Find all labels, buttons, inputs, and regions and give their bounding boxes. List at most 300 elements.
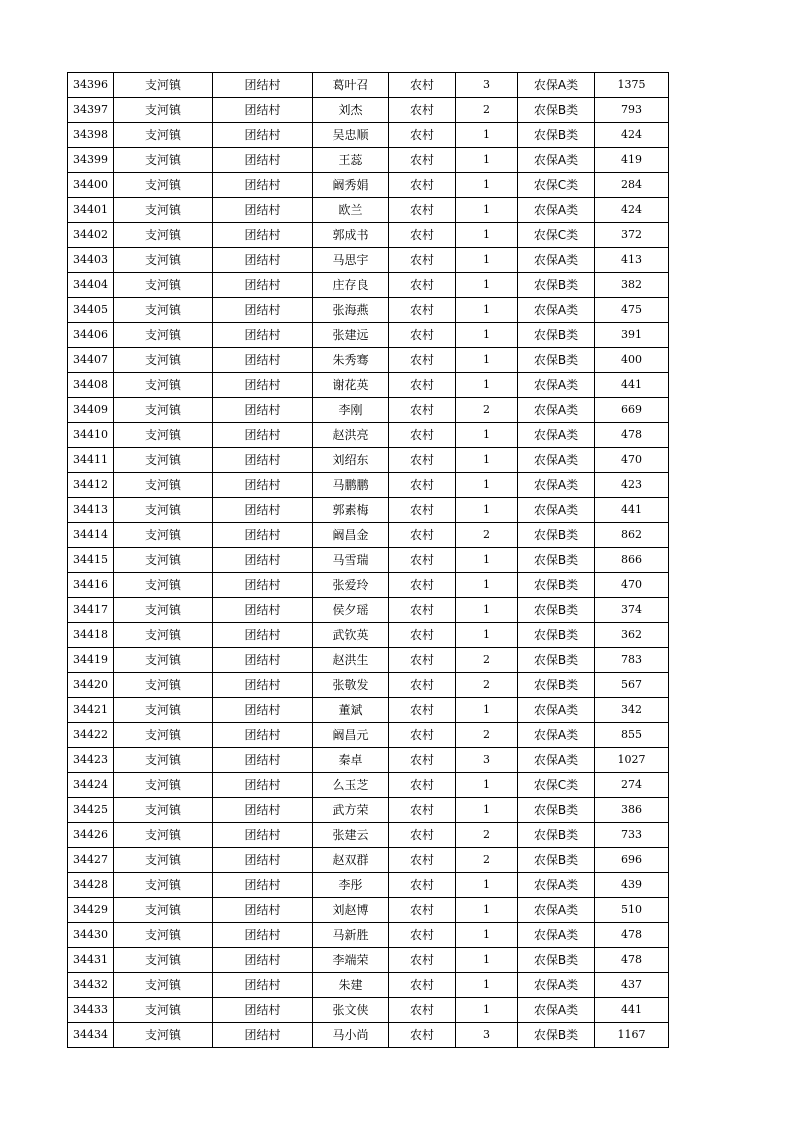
- village-cell: 团结村: [213, 398, 313, 423]
- serial-number-cell: 34425: [68, 798, 114, 823]
- amount-cell: 470: [595, 573, 669, 598]
- village-cell: 团结村: [213, 973, 313, 998]
- record-table-container: [67, 72, 669, 1048]
- serial-number-cell: 34404: [68, 273, 114, 298]
- insurance-type-cell: 农保B类: [518, 823, 595, 848]
- town-cell: 支河镇: [114, 448, 213, 473]
- amount-cell: 793: [595, 98, 669, 123]
- name-cell: 赵洪生: [313, 648, 389, 673]
- category-cell: 农村: [389, 348, 456, 373]
- insurance-type-cell: 农保A类: [518, 698, 595, 723]
- category-cell: 农村: [389, 473, 456, 498]
- town-cell: 支河镇: [114, 198, 213, 223]
- village-cell: 团结村: [213, 98, 313, 123]
- serial-number-cell: 34396: [68, 73, 114, 98]
- category-cell: 农村: [389, 423, 456, 448]
- table-row: [68, 323, 669, 348]
- village-cell: 团结村: [213, 73, 313, 98]
- amount-cell: 1167: [595, 1023, 669, 1048]
- amount-cell: 783: [595, 648, 669, 673]
- table-row: [68, 848, 669, 873]
- serial-number-cell: 34427: [68, 848, 114, 873]
- name-cell: 庄存良: [313, 273, 389, 298]
- village-cell: 团结村: [213, 423, 313, 448]
- amount-cell: 439: [595, 873, 669, 898]
- serial-number-cell: 34432: [68, 973, 114, 998]
- table-row: [68, 148, 669, 173]
- category-cell: 农村: [389, 573, 456, 598]
- insurance-type-cell: 农保B类: [518, 648, 595, 673]
- town-cell: 支河镇: [114, 373, 213, 398]
- category-cell: 农村: [389, 673, 456, 698]
- household-size-cell: 1: [456, 323, 518, 348]
- town-cell: 支河镇: [114, 723, 213, 748]
- amount-cell: 441: [595, 998, 669, 1023]
- table-row: [68, 998, 669, 1023]
- category-cell: 农村: [389, 273, 456, 298]
- village-cell: 团结村: [213, 698, 313, 723]
- amount-cell: 441: [595, 373, 669, 398]
- category-cell: 农村: [389, 648, 456, 673]
- category-cell: 农村: [389, 773, 456, 798]
- name-cell: 阚秀娟: [313, 173, 389, 198]
- name-cell: 张敬发: [313, 673, 389, 698]
- town-cell: 支河镇: [114, 1023, 213, 1048]
- household-size-cell: 1: [456, 948, 518, 973]
- household-size-cell: 2: [456, 723, 518, 748]
- village-cell: 团结村: [213, 448, 313, 473]
- insurance-type-cell: 农保B类: [518, 98, 595, 123]
- name-cell: 葛叶召: [313, 73, 389, 98]
- insurance-type-cell: 农保B类: [518, 848, 595, 873]
- town-cell: 支河镇: [114, 548, 213, 573]
- record-table: [67, 72, 669, 1048]
- table-row: [68, 873, 669, 898]
- insurance-type-cell: 农保A类: [518, 298, 595, 323]
- name-cell: 么玉芝: [313, 773, 389, 798]
- serial-number-cell: 34401: [68, 198, 114, 223]
- town-cell: 支河镇: [114, 323, 213, 348]
- town-cell: 支河镇: [114, 998, 213, 1023]
- village-cell: 团结村: [213, 198, 313, 223]
- household-size-cell: 2: [456, 673, 518, 698]
- town-cell: 支河镇: [114, 948, 213, 973]
- village-cell: 团结村: [213, 498, 313, 523]
- household-size-cell: 3: [456, 73, 518, 98]
- village-cell: 团结村: [213, 348, 313, 373]
- town-cell: 支河镇: [114, 473, 213, 498]
- household-size-cell: 1: [456, 273, 518, 298]
- town-cell: 支河镇: [114, 523, 213, 548]
- name-cell: 刘杰: [313, 98, 389, 123]
- name-cell: 马小尚: [313, 1023, 389, 1048]
- village-cell: 团结村: [213, 573, 313, 598]
- household-size-cell: 1: [456, 348, 518, 373]
- category-cell: 农村: [389, 548, 456, 573]
- amount-cell: 478: [595, 948, 669, 973]
- insurance-type-cell: 农保C类: [518, 173, 595, 198]
- category-cell: 农村: [389, 298, 456, 323]
- household-size-cell: 1: [456, 498, 518, 523]
- table-row: [68, 673, 669, 698]
- category-cell: 农村: [389, 798, 456, 823]
- village-cell: 团结村: [213, 648, 313, 673]
- household-size-cell: 1: [456, 473, 518, 498]
- name-cell: 阚昌元: [313, 723, 389, 748]
- name-cell: 朱建: [313, 973, 389, 998]
- name-cell: 董斌: [313, 698, 389, 723]
- category-cell: 农村: [389, 198, 456, 223]
- serial-number-cell: 34411: [68, 448, 114, 473]
- insurance-type-cell: 农保A类: [518, 423, 595, 448]
- town-cell: 支河镇: [114, 773, 213, 798]
- village-cell: 团结村: [213, 223, 313, 248]
- town-cell: 支河镇: [114, 923, 213, 948]
- amount-cell: 342: [595, 698, 669, 723]
- table-row: [68, 623, 669, 648]
- category-cell: 农村: [389, 123, 456, 148]
- serial-number-cell: 34428: [68, 873, 114, 898]
- village-cell: 团结村: [213, 873, 313, 898]
- name-cell: 张文侠: [313, 998, 389, 1023]
- serial-number-cell: 34407: [68, 348, 114, 373]
- insurance-type-cell: 农保B类: [518, 598, 595, 623]
- table-row: [68, 223, 669, 248]
- town-cell: 支河镇: [114, 223, 213, 248]
- insurance-type-cell: 农保A类: [518, 73, 595, 98]
- town-cell: 支河镇: [114, 273, 213, 298]
- serial-number-cell: 34414: [68, 523, 114, 548]
- village-cell: 团结村: [213, 248, 313, 273]
- table-row: [68, 548, 669, 573]
- village-cell: 团结村: [213, 273, 313, 298]
- village-cell: 团结村: [213, 723, 313, 748]
- household-size-cell: 1: [456, 623, 518, 648]
- insurance-type-cell: 农保B类: [518, 523, 595, 548]
- table-row: [68, 723, 669, 748]
- insurance-type-cell: 农保A类: [518, 998, 595, 1023]
- serial-number-cell: 34399: [68, 148, 114, 173]
- serial-number-cell: 34410: [68, 423, 114, 448]
- insurance-type-cell: 农保A类: [518, 898, 595, 923]
- household-size-cell: 1: [456, 448, 518, 473]
- insurance-type-cell: 农保B类: [518, 323, 595, 348]
- table-row: [68, 498, 669, 523]
- insurance-type-cell: 农保A类: [518, 923, 595, 948]
- serial-number-cell: 34420: [68, 673, 114, 698]
- insurance-type-cell: 农保A类: [518, 498, 595, 523]
- serial-number-cell: 34424: [68, 773, 114, 798]
- village-cell: 团结村: [213, 298, 313, 323]
- town-cell: 支河镇: [114, 98, 213, 123]
- insurance-type-cell: 农保B类: [518, 623, 595, 648]
- category-cell: 农村: [389, 498, 456, 523]
- table-row: [68, 273, 669, 298]
- serial-number-cell: 34426: [68, 823, 114, 848]
- household-size-cell: 2: [456, 398, 518, 423]
- village-cell: 团结村: [213, 673, 313, 698]
- insurance-type-cell: 农保B类: [518, 948, 595, 973]
- town-cell: 支河镇: [114, 123, 213, 148]
- name-cell: 刘赵博: [313, 898, 389, 923]
- village-cell: 团结村: [213, 123, 313, 148]
- town-cell: 支河镇: [114, 848, 213, 873]
- village-cell: 团结村: [213, 923, 313, 948]
- serial-number-cell: 34422: [68, 723, 114, 748]
- household-size-cell: 1: [456, 698, 518, 723]
- household-size-cell: 1: [456, 373, 518, 398]
- table-row: [68, 598, 669, 623]
- category-cell: 农村: [389, 598, 456, 623]
- insurance-type-cell: 农保A类: [518, 973, 595, 998]
- serial-number-cell: 34415: [68, 548, 114, 573]
- serial-number-cell: 34413: [68, 498, 114, 523]
- town-cell: 支河镇: [114, 173, 213, 198]
- town-cell: 支河镇: [114, 698, 213, 723]
- amount-cell: 419: [595, 148, 669, 173]
- amount-cell: 669: [595, 398, 669, 423]
- town-cell: 支河镇: [114, 748, 213, 773]
- table-row: [68, 123, 669, 148]
- category-cell: 农村: [389, 173, 456, 198]
- town-cell: 支河镇: [114, 148, 213, 173]
- table-row: [68, 523, 669, 548]
- insurance-type-cell: 农保B类: [518, 548, 595, 573]
- insurance-type-cell: 农保B类: [518, 573, 595, 598]
- amount-cell: 374: [595, 598, 669, 623]
- household-size-cell: 1: [456, 548, 518, 573]
- amount-cell: 413: [595, 248, 669, 273]
- table-row: [68, 423, 669, 448]
- amount-cell: 441: [595, 498, 669, 523]
- village-cell: 团结村: [213, 323, 313, 348]
- household-size-cell: 2: [456, 648, 518, 673]
- village-cell: 团结村: [213, 798, 313, 823]
- table-row: [68, 948, 669, 973]
- serial-number-cell: 34408: [68, 373, 114, 398]
- amount-cell: 475: [595, 298, 669, 323]
- household-size-cell: 1: [456, 798, 518, 823]
- town-cell: 支河镇: [114, 248, 213, 273]
- amount-cell: 362: [595, 623, 669, 648]
- name-cell: 张建远: [313, 323, 389, 348]
- insurance-type-cell: 农保B类: [518, 123, 595, 148]
- serial-number-cell: 34409: [68, 398, 114, 423]
- household-size-cell: 1: [456, 898, 518, 923]
- village-cell: 团结村: [213, 548, 313, 573]
- insurance-type-cell: 农保A类: [518, 473, 595, 498]
- household-size-cell: 1: [456, 773, 518, 798]
- table-row: [68, 73, 669, 98]
- category-cell: 农村: [389, 1023, 456, 1048]
- table-row: [68, 473, 669, 498]
- household-size-cell: 2: [456, 523, 518, 548]
- table-row: [68, 398, 669, 423]
- household-size-cell: 1: [456, 248, 518, 273]
- table-row: [68, 923, 669, 948]
- town-cell: 支河镇: [114, 898, 213, 923]
- serial-number-cell: 34429: [68, 898, 114, 923]
- category-cell: 农村: [389, 873, 456, 898]
- name-cell: 张建云: [313, 823, 389, 848]
- amount-cell: 423: [595, 473, 669, 498]
- amount-cell: 391: [595, 323, 669, 348]
- table-row: [68, 823, 669, 848]
- insurance-type-cell: 农保C类: [518, 223, 595, 248]
- serial-number-cell: 34423: [68, 748, 114, 773]
- amount-cell: 855: [595, 723, 669, 748]
- category-cell: 农村: [389, 623, 456, 648]
- serial-number-cell: 34418: [68, 623, 114, 648]
- amount-cell: 437: [595, 973, 669, 998]
- household-size-cell: 1: [456, 573, 518, 598]
- town-cell: 支河镇: [114, 873, 213, 898]
- household-size-cell: 1: [456, 223, 518, 248]
- household-size-cell: 1: [456, 298, 518, 323]
- category-cell: 农村: [389, 73, 456, 98]
- household-size-cell: 1: [456, 923, 518, 948]
- table-row: [68, 98, 669, 123]
- amount-cell: 386: [595, 798, 669, 823]
- serial-number-cell: 34417: [68, 598, 114, 623]
- serial-number-cell: 34412: [68, 473, 114, 498]
- serial-number-cell: 34419: [68, 648, 114, 673]
- insurance-type-cell: 农保B类: [518, 273, 595, 298]
- name-cell: 刘绍东: [313, 448, 389, 473]
- name-cell: 欧兰: [313, 198, 389, 223]
- name-cell: 张海燕: [313, 298, 389, 323]
- name-cell: 赵双群: [313, 848, 389, 873]
- insurance-type-cell: 农保A类: [518, 373, 595, 398]
- category-cell: 农村: [389, 523, 456, 548]
- category-cell: 农村: [389, 148, 456, 173]
- table-row: [68, 798, 669, 823]
- name-cell: 吴忠顺: [313, 123, 389, 148]
- name-cell: 侯夕瑶: [313, 598, 389, 623]
- insurance-type-cell: 农保B类: [518, 348, 595, 373]
- serial-number-cell: 34434: [68, 1023, 114, 1048]
- category-cell: 农村: [389, 698, 456, 723]
- name-cell: 张爱玲: [313, 573, 389, 598]
- amount-cell: 470: [595, 448, 669, 473]
- town-cell: 支河镇: [114, 398, 213, 423]
- town-cell: 支河镇: [114, 648, 213, 673]
- table-row: [68, 648, 669, 673]
- table-row: [68, 1023, 669, 1048]
- amount-cell: 696: [595, 848, 669, 873]
- serial-number-cell: 34402: [68, 223, 114, 248]
- amount-cell: 862: [595, 523, 669, 548]
- insurance-type-cell: 农保A类: [518, 198, 595, 223]
- serial-number-cell: 34400: [68, 173, 114, 198]
- household-size-cell: 3: [456, 748, 518, 773]
- name-cell: 谢花英: [313, 373, 389, 398]
- household-size-cell: 2: [456, 848, 518, 873]
- amount-cell: 866: [595, 548, 669, 573]
- village-cell: 团结村: [213, 773, 313, 798]
- town-cell: 支河镇: [114, 348, 213, 373]
- name-cell: 李刚: [313, 398, 389, 423]
- serial-number-cell: 34416: [68, 573, 114, 598]
- amount-cell: 733: [595, 823, 669, 848]
- category-cell: 农村: [389, 973, 456, 998]
- insurance-type-cell: 农保A类: [518, 748, 595, 773]
- table-row: [68, 173, 669, 198]
- serial-number-cell: 34433: [68, 998, 114, 1023]
- serial-number-cell: 34398: [68, 123, 114, 148]
- household-size-cell: 1: [456, 873, 518, 898]
- town-cell: 支河镇: [114, 673, 213, 698]
- category-cell: 农村: [389, 748, 456, 773]
- table-row: [68, 448, 669, 473]
- household-size-cell: 2: [456, 98, 518, 123]
- amount-cell: 424: [595, 123, 669, 148]
- town-cell: 支河镇: [114, 73, 213, 98]
- town-cell: 支河镇: [114, 623, 213, 648]
- village-cell: 团结村: [213, 173, 313, 198]
- category-cell: 农村: [389, 723, 456, 748]
- town-cell: 支河镇: [114, 598, 213, 623]
- name-cell: 赵洪亮: [313, 423, 389, 448]
- household-size-cell: 1: [456, 123, 518, 148]
- amount-cell: 400: [595, 348, 669, 373]
- amount-cell: 274: [595, 773, 669, 798]
- village-cell: 团结村: [213, 823, 313, 848]
- village-cell: 团结村: [213, 473, 313, 498]
- category-cell: 农村: [389, 373, 456, 398]
- amount-cell: 382: [595, 273, 669, 298]
- amount-cell: 478: [595, 423, 669, 448]
- category-cell: 农村: [389, 398, 456, 423]
- name-cell: 马鹏鹏: [313, 473, 389, 498]
- name-cell: 王蕊: [313, 148, 389, 173]
- name-cell: 李彤: [313, 873, 389, 898]
- name-cell: 马新胜: [313, 923, 389, 948]
- town-cell: 支河镇: [114, 573, 213, 598]
- village-cell: 团结村: [213, 748, 313, 773]
- name-cell: 马雪瑞: [313, 548, 389, 573]
- insurance-type-cell: 农保A类: [518, 723, 595, 748]
- serial-number-cell: 34406: [68, 323, 114, 348]
- table-row: [68, 298, 669, 323]
- village-cell: 团结村: [213, 998, 313, 1023]
- household-size-cell: 2: [456, 823, 518, 848]
- serial-number-cell: 34431: [68, 948, 114, 973]
- insurance-type-cell: 农保A类: [518, 148, 595, 173]
- table-row: [68, 248, 669, 273]
- household-size-cell: 1: [456, 423, 518, 448]
- name-cell: 郭成书: [313, 223, 389, 248]
- insurance-type-cell: 农保A类: [518, 398, 595, 423]
- village-cell: 团结村: [213, 598, 313, 623]
- category-cell: 农村: [389, 823, 456, 848]
- table-row: [68, 573, 669, 598]
- insurance-type-cell: 农保C类: [518, 773, 595, 798]
- category-cell: 农村: [389, 98, 456, 123]
- town-cell: 支河镇: [114, 823, 213, 848]
- table-row: [68, 198, 669, 223]
- household-size-cell: 1: [456, 148, 518, 173]
- serial-number-cell: 34405: [68, 298, 114, 323]
- amount-cell: 510: [595, 898, 669, 923]
- insurance-type-cell: 农保A类: [518, 873, 595, 898]
- table-row: [68, 348, 669, 373]
- town-cell: 支河镇: [114, 973, 213, 998]
- town-cell: 支河镇: [114, 298, 213, 323]
- insurance-type-cell: 农保B类: [518, 798, 595, 823]
- name-cell: 武方荣: [313, 798, 389, 823]
- town-cell: 支河镇: [114, 798, 213, 823]
